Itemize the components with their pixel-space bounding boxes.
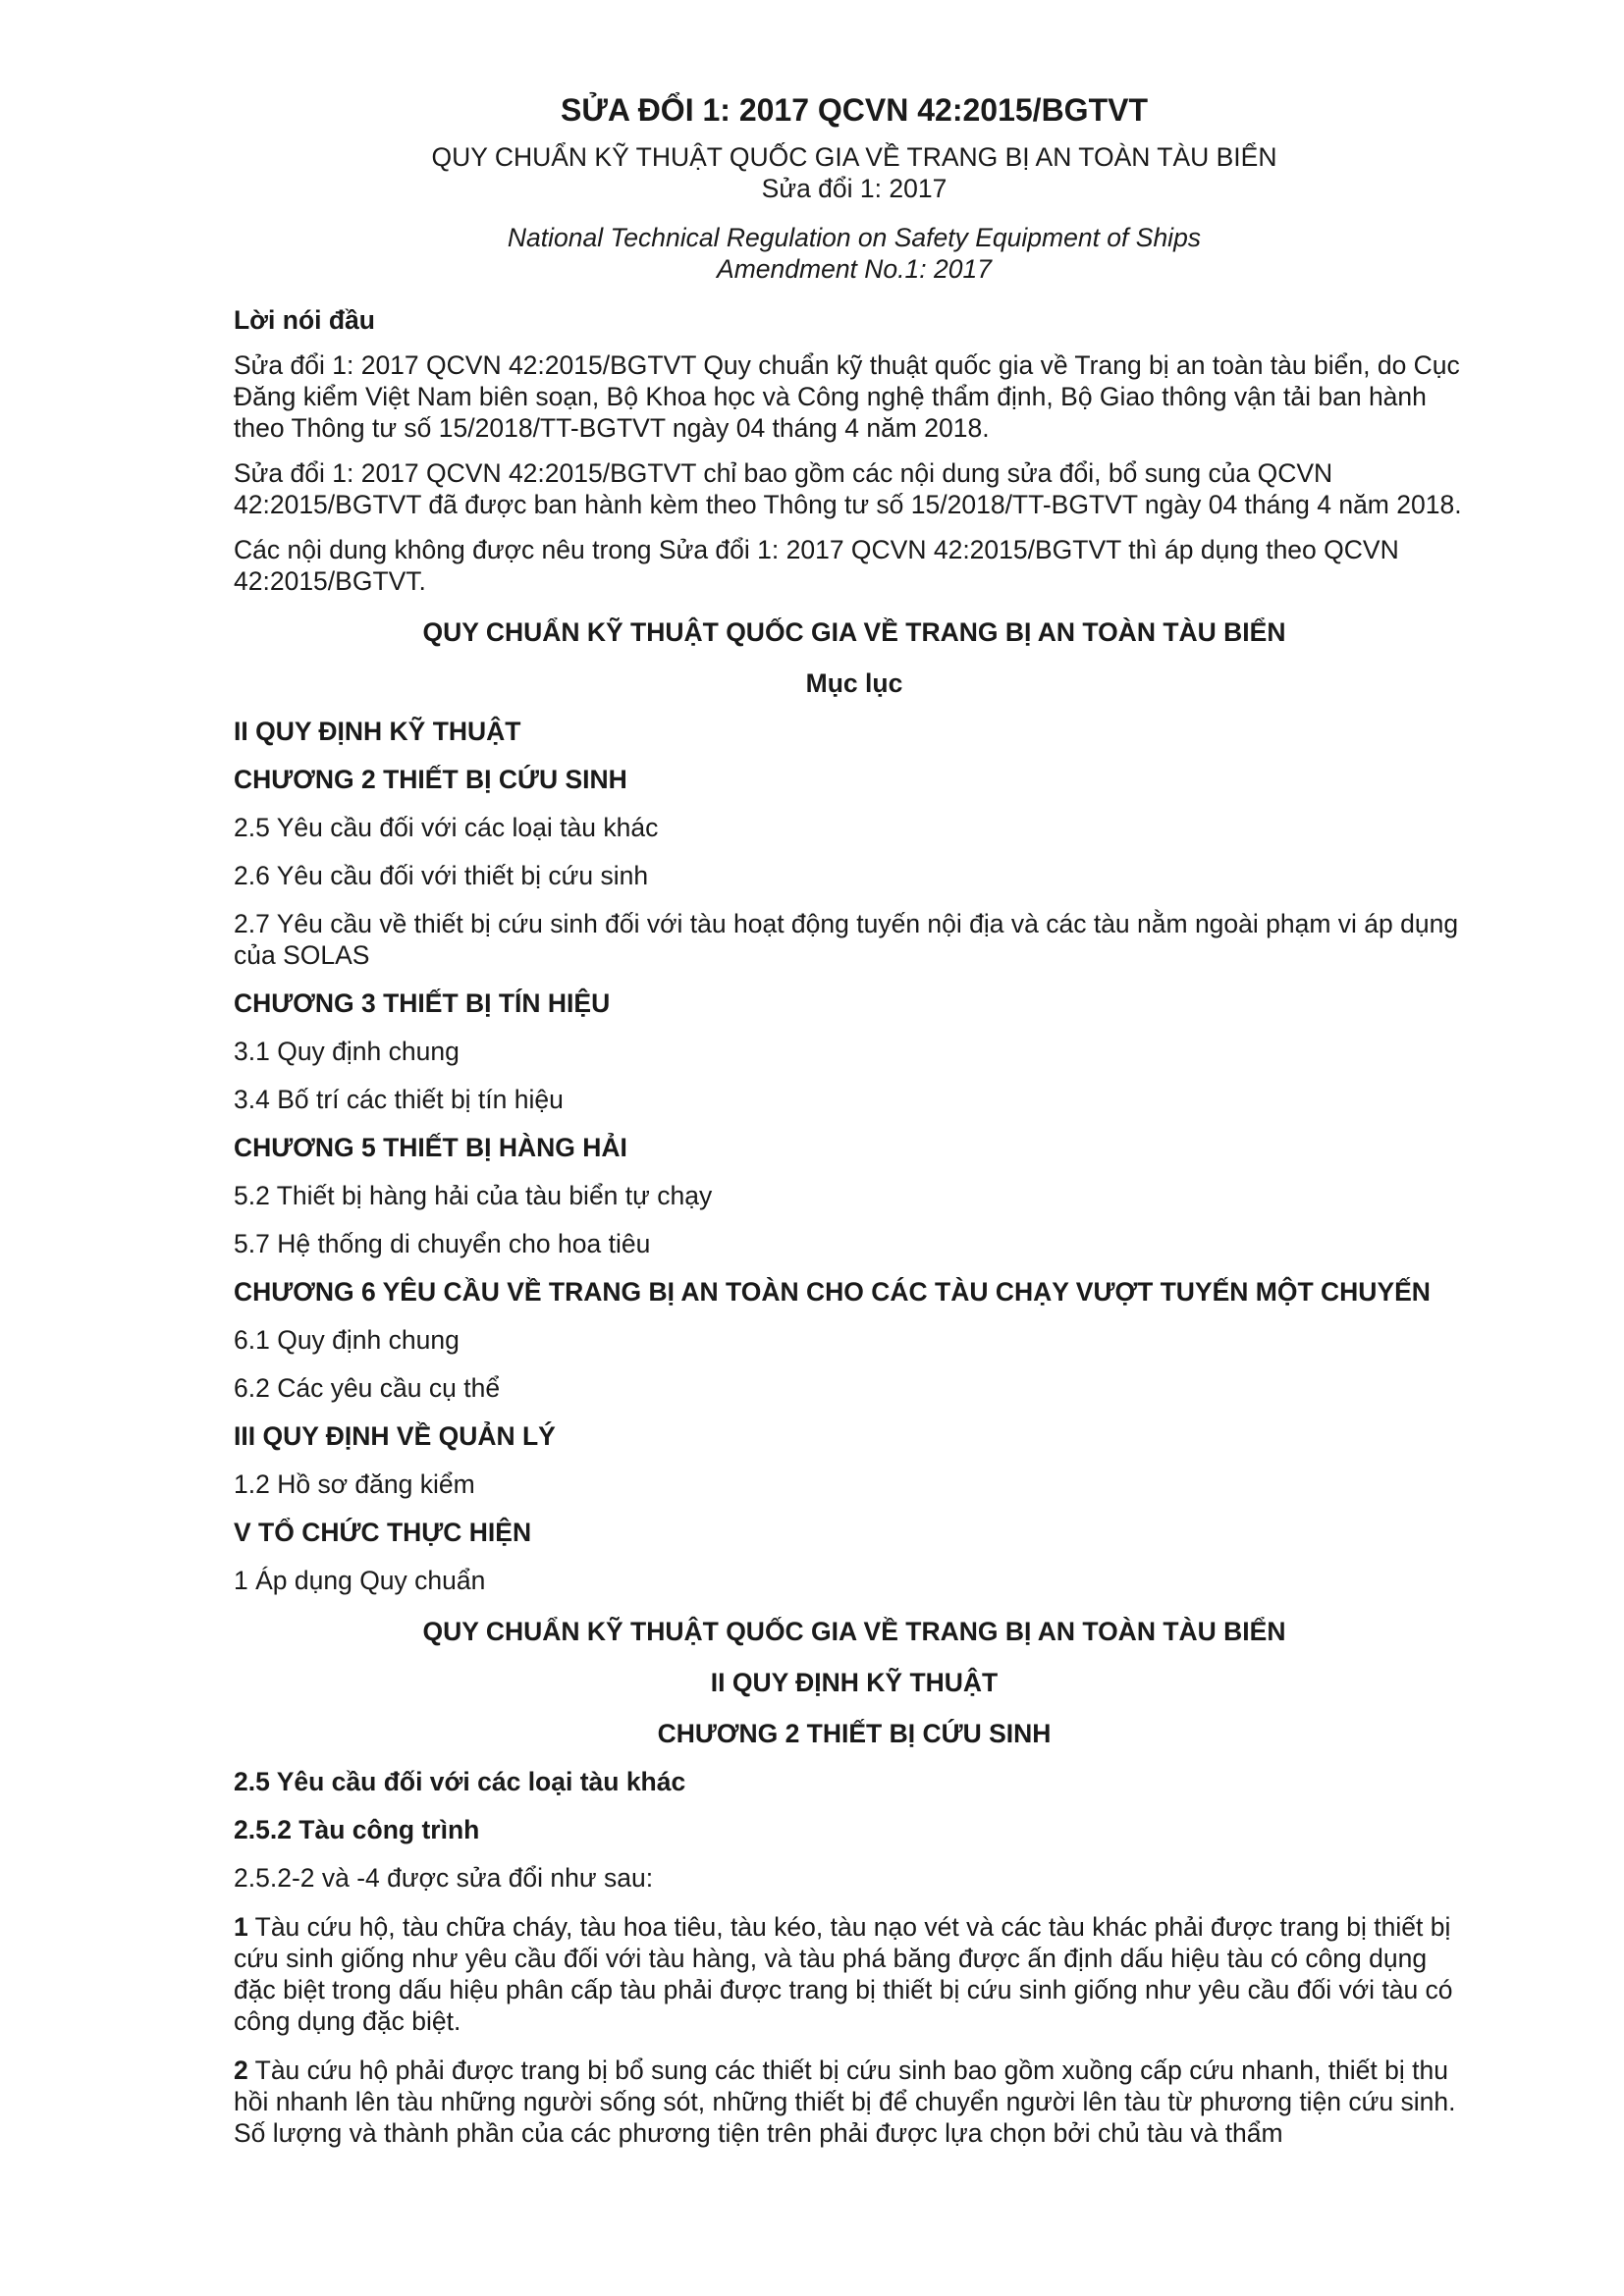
toc-entry: 6.1 Quy định chung <box>234 1325 460 1355</box>
paragraph-number: 1 <box>234 1912 248 1942</box>
toc-entry: II QUY ĐỊNH KỸ THUẬT <box>234 717 521 746</box>
english-title: National Technical Regulation on Safety Equipment of Ships <box>507 223 1202 252</box>
toc-entry: 2.7 Yêu cầu về thiết bị cứu sinh đối với tàu hoạt động tuyến nội địa và các tàu nằm ngoài phạm vi áp dụng của SOLAS <box>234 909 1459 970</box>
body-part-title: II QUY ĐỊNH KỸ THUẬT <box>710 1668 999 1697</box>
toc-entry: 2.5 Yêu cầu đối với các loại tàu khác <box>234 813 659 842</box>
body-regulation-title: QUY CHUẨN KỸ THUẬT QUỐC GIA VỀ TRANG BỊ AN TOÀN TÀU BIỂN <box>422 1617 1286 1646</box>
toc-entry: CHƯƠNG 2 THIẾT BỊ CỨU SINH <box>234 765 627 794</box>
foreword-paragraph: Các nội dung không được nêu trong Sửa đổi 1: 2017 QCVN 42:2015/BGTVT thì áp dụng theo QCVN 42:2015/BGTVT. <box>234 535 1399 596</box>
paragraph-number: 2 <box>234 2056 248 2085</box>
paragraph-text: Tàu cứu hộ phải được trang bị bổ sung các thiết bị cứu sinh bao gồm xuồng cấp cứu nhanh, thiết bị thu hồi nhanh lên tàu những người sống sót, những thiết bị để chuyển người lên tàu từ phương tiện cứu sinh. Số lượng và thành phần của các phương tiện trên phải được lựa chọn bởi chủ tàu và thẩm <box>234 2056 1456 2148</box>
regulation-subtitle: QUY CHUẨN KỸ THUẬT QUỐC GIA VỀ TRANG BỊ AN TOÀN TÀU BIỂN <box>431 142 1277 172</box>
table-of-contents <box>234 716 1475 1596</box>
toc-heading: Mục lục <box>805 668 903 698</box>
foreword-heading: Lời nói đầu <box>234 305 375 335</box>
document-title: SỬA ĐỔI 1: 2017 QCVN 42:2015/BGTVT <box>560 92 1148 128</box>
toc-entry: 5.2 Thiết bị hàng hải của tàu biển tự chạy <box>234 1181 713 1210</box>
document-content <box>234 90 1475 2149</box>
toc-entry: CHƯƠNG 3 THIẾT BỊ TÍN HIỆU <box>234 988 611 1018</box>
toc-entry: 6.2 Các yêu cầu cụ thể <box>234 1373 501 1403</box>
toc-entry: CHƯƠNG 5 THIẾT BỊ HÀNG HẢI <box>234 1133 627 1162</box>
section-heading: 2.5 Yêu cầu đối với các loại tàu khác <box>234 1767 686 1796</box>
amendment-label: Sửa đổi 1: 2017 <box>761 174 947 203</box>
body-chapter-title: CHƯƠNG 2 THIẾT BỊ CỨU SINH <box>657 1719 1052 1748</box>
toc-entry: 3.4 Bố trí các thiết bị tín hiệu <box>234 1085 564 1114</box>
english-amendment: Amendment No.1: 2017 <box>717 254 992 284</box>
toc-entry: 1.2 Hồ sơ đăng kiểm <box>234 1469 475 1499</box>
toc-entry: CHƯƠNG 6 YÊU CẦU VỀ TRANG BỊ AN TOÀN CHO CÁC TÀU CHẠY VƯỢT TUYẾN MỘT CHUYẾN <box>234 1277 1431 1307</box>
numbered-paragraph <box>234 2055 1475 2149</box>
toc-regulation-title: QUY CHUẨN KỸ THUẬT QUỐC GIA VỀ TRANG BỊ AN TOÀN TÀU BIỂN <box>422 617 1286 647</box>
english-title-block <box>234 222 1475 285</box>
paragraph-text: Tàu cứu hộ, tàu chữa cháy, tàu hoa tiêu, tàu kéo, tàu nạo vét và các tàu khác phải được trang bị thiết bị cứu sinh giống như yêu cầu đối với tàu hàng, và tàu phá băng được ấn định dấu hiệu tàu có công dụng đặc biệt trong dấu hiệu phân cấp tàu phải được trang bị thiết bị cứu sinh giống như yêu cầu đối với tàu có công dụng đặc biệt. <box>234 1912 1453 2036</box>
subsection-heading: 2.5.2 Tàu công trình <box>234 1815 480 1844</box>
toc-entry: 2.6 Yêu cầu đối với thiết bị cứu sinh <box>234 861 649 890</box>
toc-entry: 5.7 Hệ thống di chuyển cho hoa tiêu <box>234 1229 651 1258</box>
foreword-paragraph: Sửa đổi 1: 2017 QCVN 42:2015/BGTVT Quy chuẩn kỹ thuật quốc gia về Trang bị an toàn tàu biển, do Cục Đăng kiểm Việt Nam biên soạn, Bộ Khoa học và Công nghệ thẩm định, Bộ Giao thông vận tải ban hành theo Thông tư số 15/2018/TT-BGTVT ngày 04 tháng 4 năm 2018. <box>234 350 1460 443</box>
toc-entry: 1 Áp dụng Quy chuẩn <box>234 1566 486 1595</box>
foreword-paragraph: Sửa đổi 1: 2017 QCVN 42:2015/BGTVT chỉ bao gồm các nội dung sửa đổi, bổ sung của QCVN 42:2015/BGTVT đã được ban hành kèm theo Thông tư số 15/2018/TT-BGTVT ngày 04 tháng 4 năm 2018. <box>234 458 1462 519</box>
toc-entry: V TỔ CHỨC THỰC HIỆN <box>234 1518 532 1547</box>
numbered-paragraph <box>234 1911 1475 2037</box>
toc-entry: III QUY ĐỊNH VỀ QUẢN LÝ <box>234 1421 556 1451</box>
amendment-intro: 2.5.2-2 và -4 được sửa đổi như sau: <box>234 1863 654 1893</box>
toc-entry: 3.1 Quy định chung <box>234 1037 460 1066</box>
